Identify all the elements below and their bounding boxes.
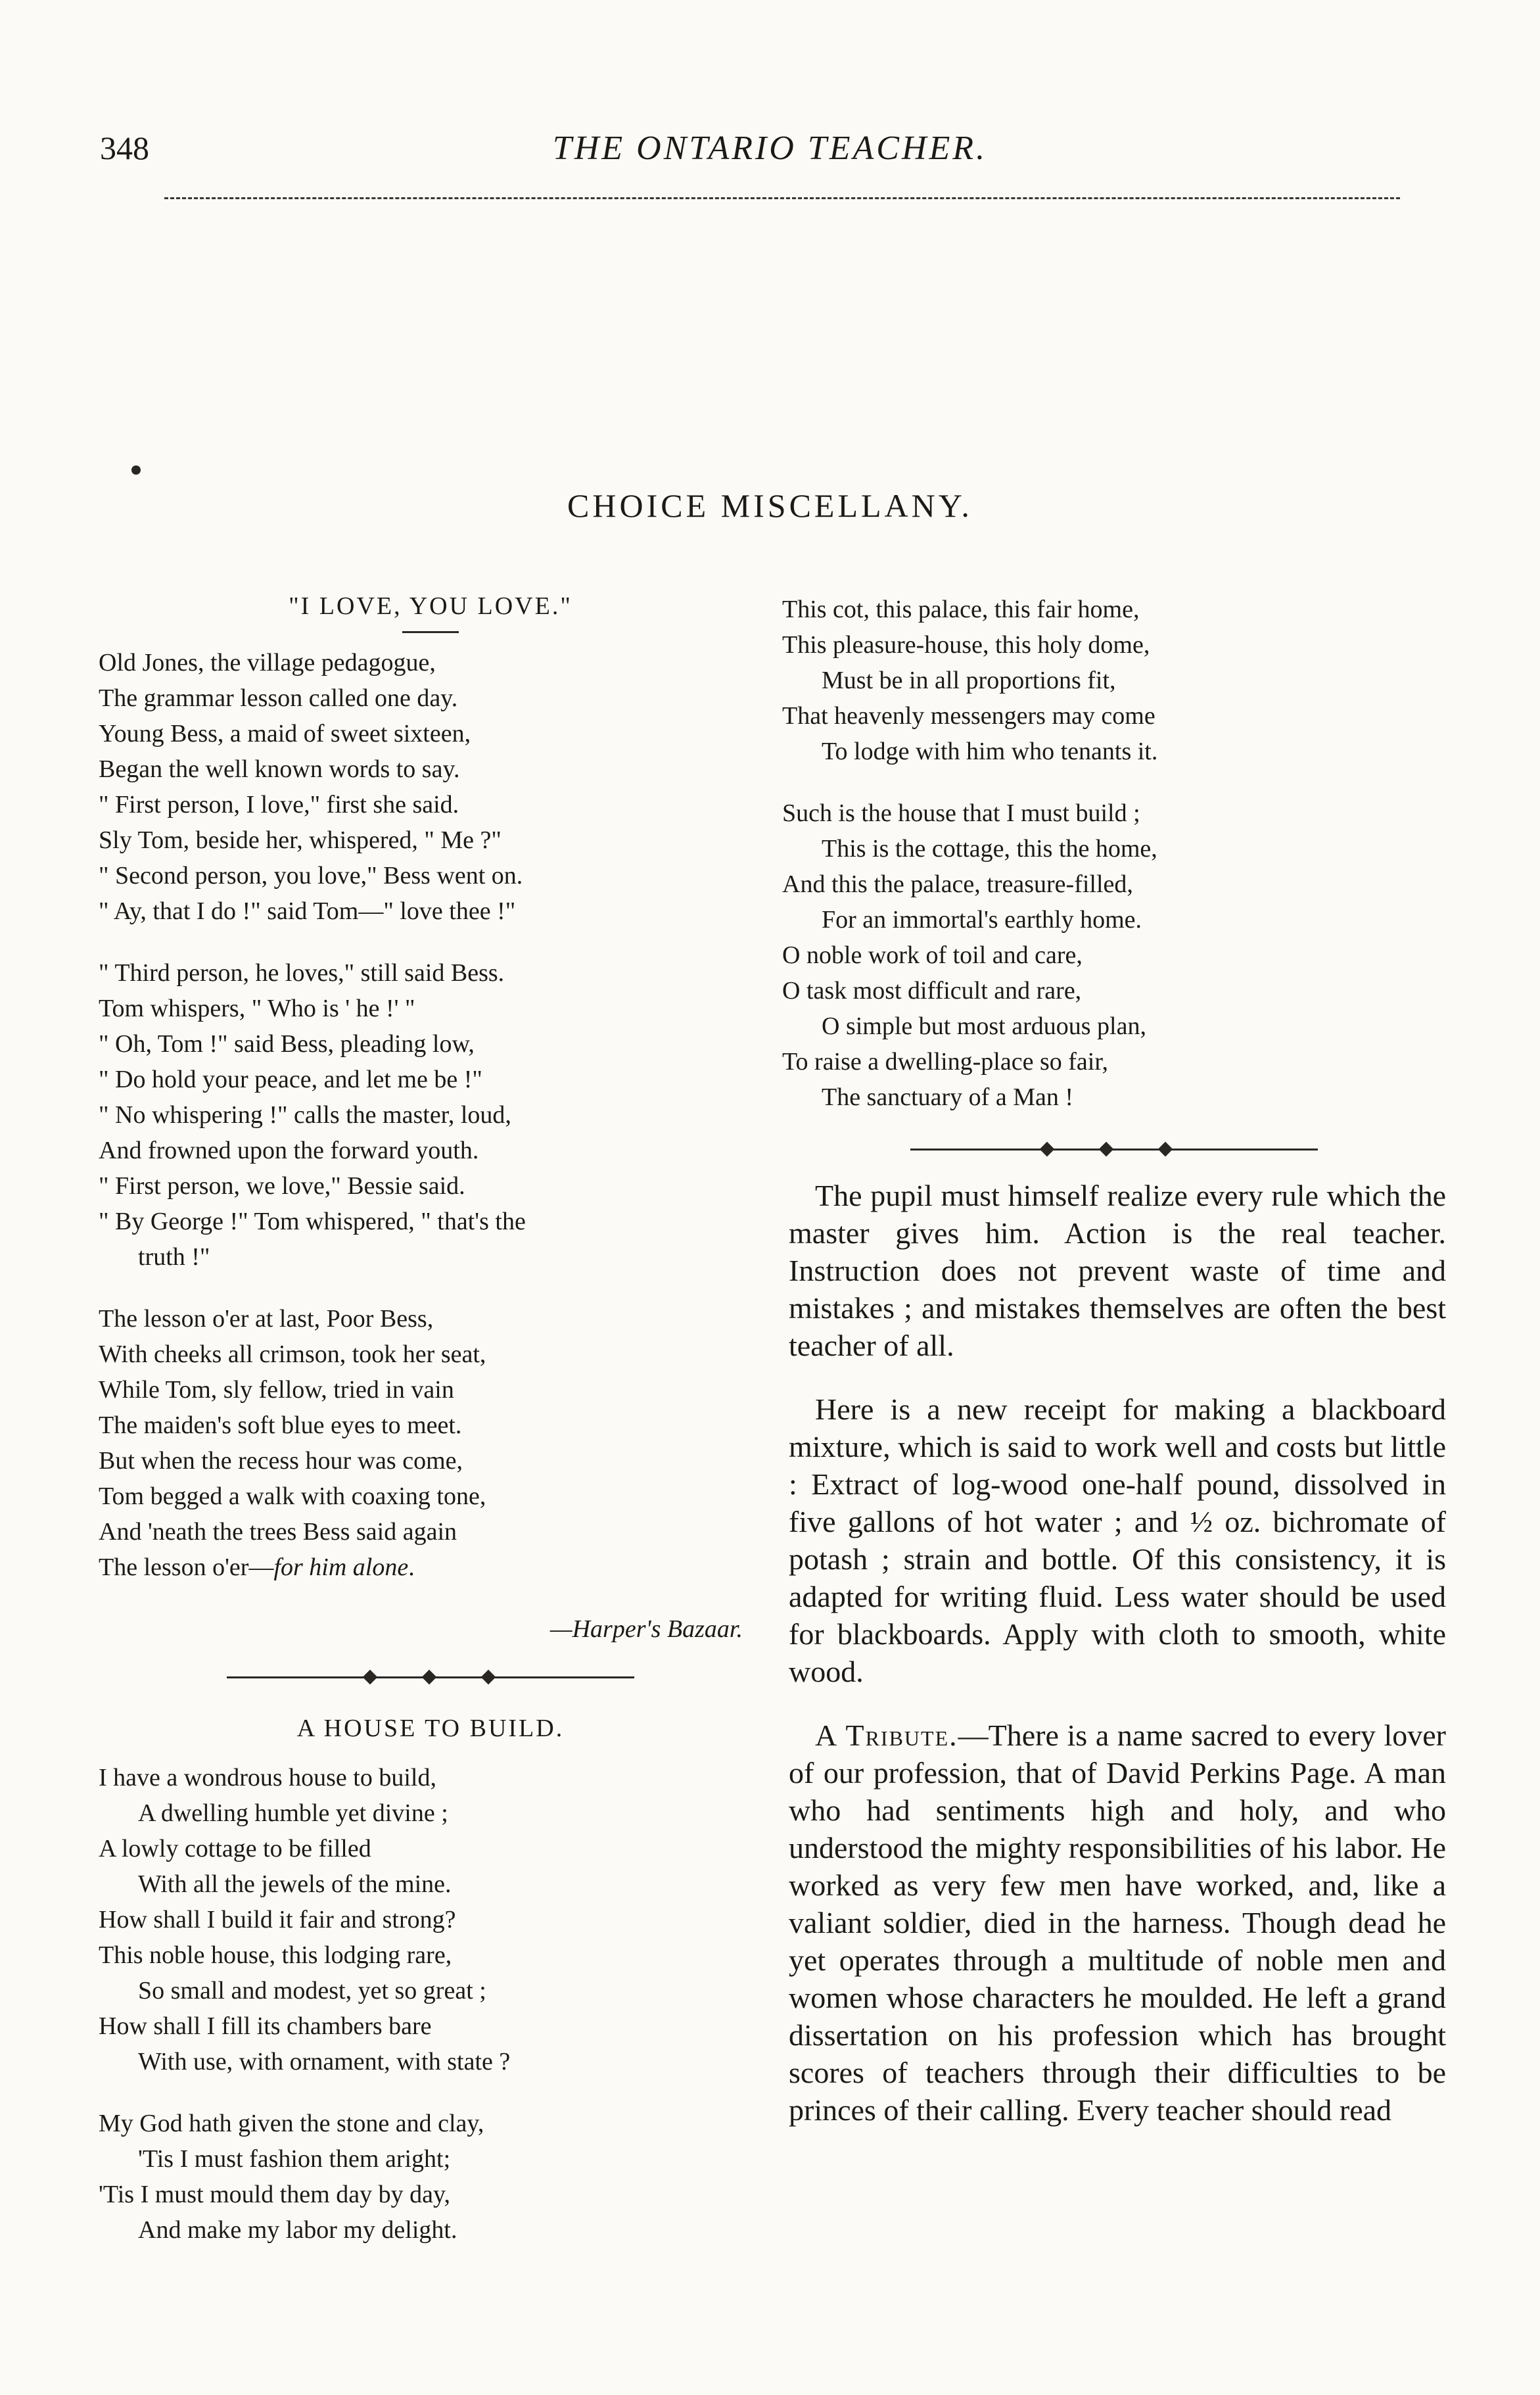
poem-line: " Third person, he loves," still said Bess. bbox=[99, 959, 505, 987]
poem-line: And 'neath the trees Bess said again bbox=[99, 1518, 457, 1546]
poem-line: For an immortal's earthly home. bbox=[822, 906, 1142, 934]
page-number: 348 bbox=[100, 130, 149, 166]
poem-line: The sanctuary of a Man ! bbox=[822, 1083, 1074, 1111]
poem-line: And this the palace, treasure-filled, bbox=[782, 870, 1133, 898]
poem-line: Old Jones, the village pedagogue, bbox=[99, 649, 436, 676]
poem-title: "I LOVE, YOU LOVE." bbox=[289, 592, 572, 620]
poem-line: This pleasure-house, this holy dome, bbox=[782, 631, 1150, 659]
poem-line: With use, with ornament, with state ? bbox=[138, 2048, 511, 2075]
poem-body bbox=[99, 1760, 762, 2248]
poem-line: A dwelling humble yet divine ; bbox=[138, 1799, 448, 1827]
poem-line: With all the jewels of the mine. bbox=[138, 1870, 452, 1898]
poem-i-love-you-love bbox=[99, 592, 762, 1647]
poem-line: To raise a dwelling-place so fair, bbox=[782, 1048, 1108, 1076]
poem-line: A lowly cottage to be filled bbox=[99, 1835, 371, 1862]
poem-line: Such is the house that I must build ; bbox=[782, 799, 1140, 827]
paragraph-blackboard-receipt bbox=[782, 1390, 1446, 1690]
poem-line: The lesson o'er—for him alone. bbox=[99, 1553, 415, 1581]
running-title: THE ONTARIO TEACHER. bbox=[552, 130, 988, 167]
poem-line: Young Bess, a maid of sweet sixteen, bbox=[99, 720, 471, 747]
stanza bbox=[99, 2106, 762, 2248]
poem-line: " By George !" Tom whispered, " that's the bbox=[99, 1208, 526, 1235]
poem-line: I have a wondrous house to build, bbox=[99, 1764, 436, 1791]
poem-line: 'Tis I must fashion them aright; bbox=[138, 2145, 451, 2173]
poem-line: 'Tis I must mould them day by day, bbox=[99, 2181, 450, 2208]
poem-line: My God hath given the stone and clay, bbox=[99, 2110, 484, 2137]
section-title: CHOICE MISCELLANY. bbox=[567, 487, 973, 524]
poem-line: Sly Tom, beside her, whispered, " Me ?" bbox=[99, 826, 502, 854]
poem-line: O simple but most arduous plan, bbox=[822, 1012, 1146, 1040]
poem-line: The grammar lesson called one day. bbox=[99, 684, 458, 712]
poem-title: A HOUSE TO BUILD. bbox=[296, 1715, 565, 1742]
stanza bbox=[782, 592, 1446, 769]
poem-line: " Oh, Tom !" said Bess, pleading low, bbox=[99, 1030, 475, 1058]
poem-attribution: —Harper's Bazaar. bbox=[549, 1615, 743, 1643]
poem-line: Began the well known words to say. bbox=[99, 755, 460, 783]
poem-line: How shall I fill its chambers bare bbox=[99, 2012, 432, 2040]
paragraph-tribute bbox=[782, 1717, 1446, 2129]
stanza bbox=[99, 1301, 762, 1585]
poem-line: How shall I build it fair and strong? bbox=[99, 1906, 456, 1933]
poem-a-house-to-build bbox=[99, 1714, 762, 2248]
poem-line: And frowned upon the forward youth. bbox=[99, 1137, 479, 1164]
paragraph-pupil-rule bbox=[782, 1177, 1446, 1364]
poem-line: The maiden's soft blue eyes to meet. bbox=[99, 1411, 462, 1439]
poem-line: Tom begged a walk with coaxing tone, bbox=[99, 1482, 486, 1510]
poem-line: O noble work of toil and care, bbox=[782, 941, 1083, 969]
left-column bbox=[99, 592, 762, 2274]
poem-line: But when the recess hour was come, bbox=[99, 1447, 463, 1475]
poem-line: " No whispering !" calls the master, loud, bbox=[99, 1101, 511, 1129]
poem-line: That heavenly messengers may come bbox=[782, 702, 1155, 730]
title-rule bbox=[402, 631, 459, 633]
poem-line: This cot, this palace, this fair home, bbox=[782, 596, 1140, 623]
poem-line: And make my labor my delight. bbox=[138, 2216, 457, 2244]
paragraph-lead: A Tribute. bbox=[815, 1719, 958, 1752]
poem-line: While Tom, sly fellow, tried in vain bbox=[99, 1376, 454, 1404]
poem-line: Tom whispers, " Who is ' he !' " bbox=[99, 995, 415, 1022]
poem-body bbox=[99, 645, 762, 1585]
header-rule bbox=[164, 197, 1400, 199]
poem-line: Must be in all proportions fit, bbox=[822, 667, 1116, 694]
right-column bbox=[782, 592, 1446, 2155]
poem-continuation bbox=[782, 592, 1446, 1115]
margin-mark bbox=[131, 465, 141, 475]
poem-line: " First person, we love," Bessie said. bbox=[99, 1172, 465, 1200]
paragraph-text: —There is a name sacred to every lover of our profession, that of David Perkins Page. A man who had sentiments high and holy, and who understood the mighty responsibilities of his labor. He worked as very few men have worked, and, like a valiant soldier, died in the harness. Though dead he yet operates through a multitude of noble men and women whose characters he moulded. He left a grand dissertation on his profession which has brought scores of teachers through their difficulties to be princes of their calling. Every teacher should read bbox=[789, 1719, 1446, 2127]
stanza bbox=[782, 795, 1446, 1115]
poem-line: " Second person, you love," Bess went on. bbox=[99, 862, 523, 889]
paragraph-text: The pupil must himself realize every rule which the master gives him. Action is the real teacher. Instruction does not prevent waste of time and mistakes ; and mistakes themselves are often the best teacher of all. bbox=[789, 1179, 1446, 1362]
stanza bbox=[99, 955, 762, 1275]
poem-line: " Ay, that I do !" said Tom—" love thee !" bbox=[99, 897, 516, 925]
poem-line: This is the cottage, this the home, bbox=[822, 835, 1157, 863]
paragraph-text: Here is a new receipt for making a blackboard mixture, which is said to work well and costs but little : Extract of log-wood one-half pound, dissolved in five gallons of hot water ; and ½ oz. bichromate of potash ; strain and bottle. Of this consistency, it is adapted for writing fluid. Less water should be used for blackboards. Apply with cloth to smooth, white wood. bbox=[789, 1392, 1446, 1688]
poem-line: This noble house, this lodging rare, bbox=[99, 1941, 452, 1969]
poem-line: " Do hold your peace, and let me be !" bbox=[99, 1066, 482, 1093]
poem-line: So small and modest, yet so great ; bbox=[138, 1977, 486, 2004]
stanza bbox=[99, 645, 762, 929]
poem-line: The lesson o'er at last, Poor Bess, bbox=[99, 1305, 434, 1333]
poem-line: O task most difficult and rare, bbox=[782, 977, 1082, 1005]
ornamental-divider bbox=[910, 1141, 1318, 1157]
ornamental-divider bbox=[227, 1669, 634, 1685]
poem-line: With cheeks all crimson, took her seat, bbox=[99, 1340, 486, 1368]
stanza bbox=[99, 1760, 762, 2079]
poem-line: To lodge with him who tenants it. bbox=[822, 738, 1158, 765]
poem-line: truth !" bbox=[138, 1243, 210, 1271]
poem-line: " First person, I love," first she said. bbox=[99, 791, 459, 818]
